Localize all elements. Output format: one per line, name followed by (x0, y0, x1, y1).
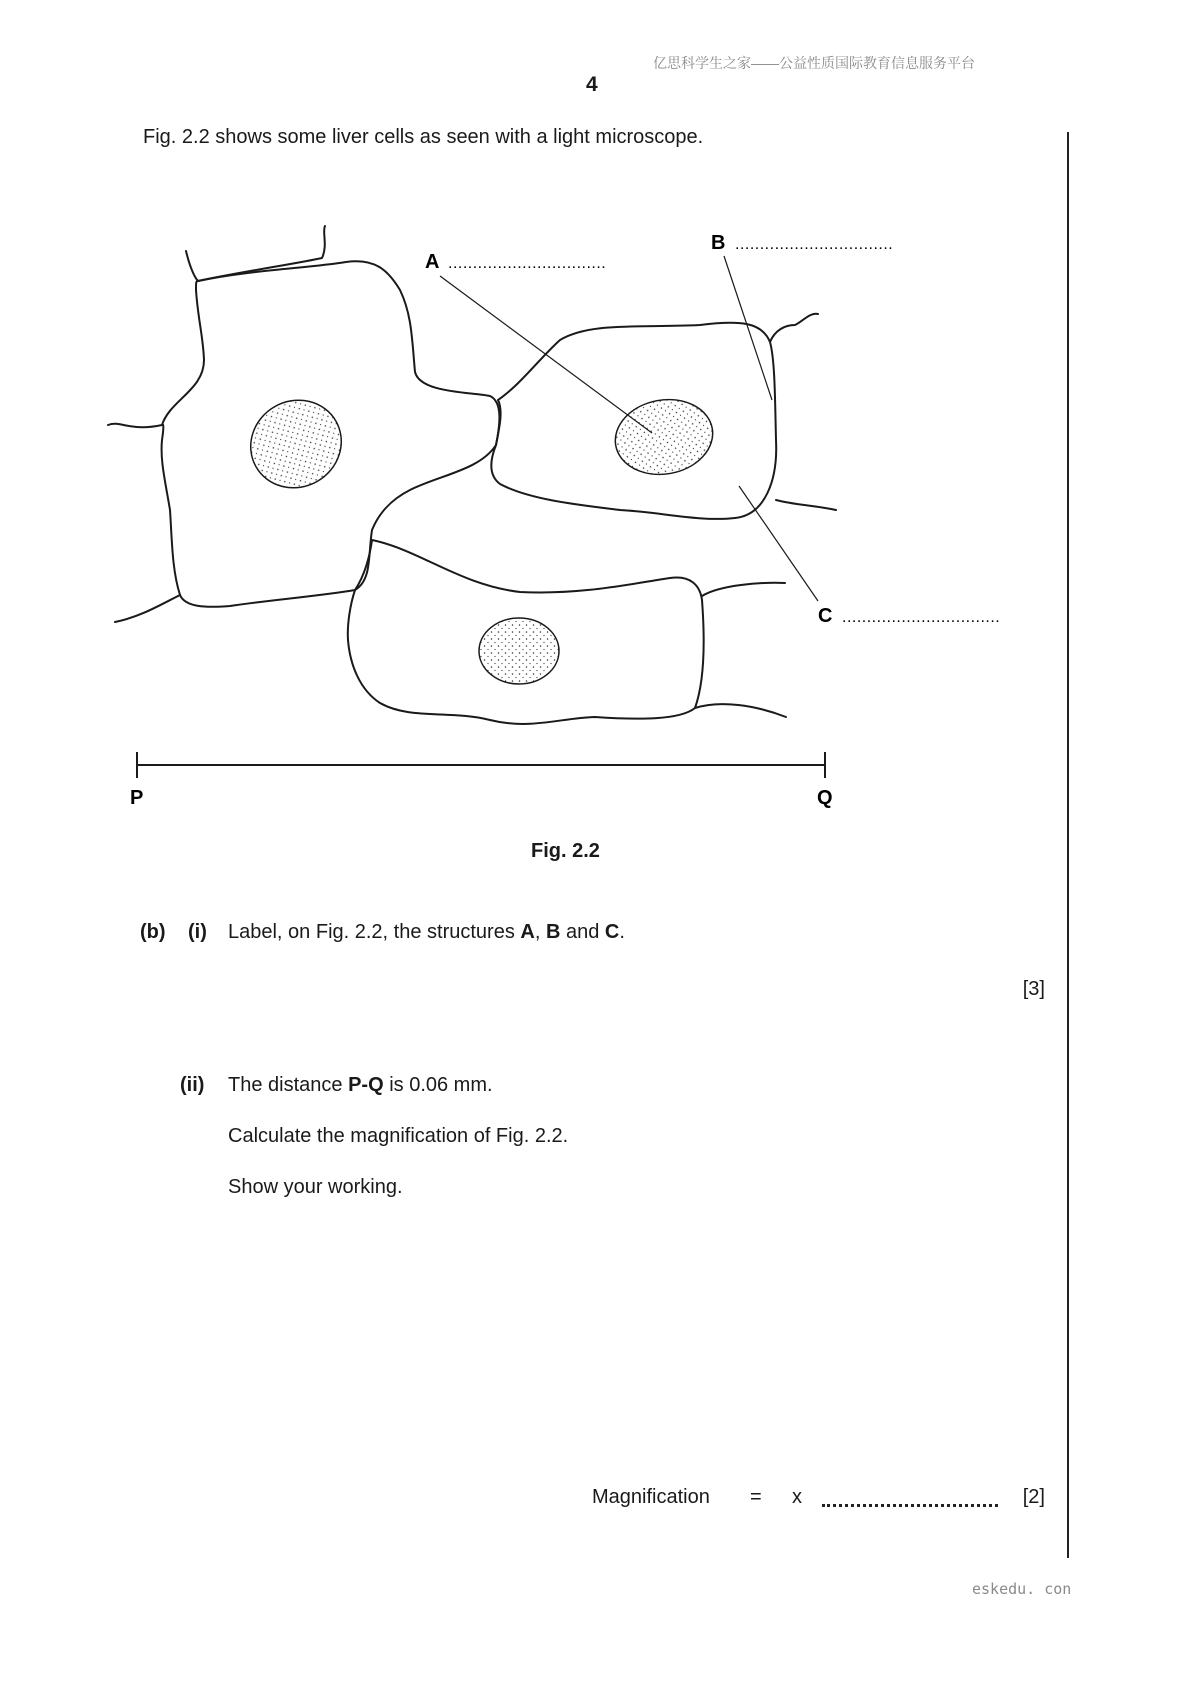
nucleus-1 (235, 384, 358, 504)
marks-ii: [2] (1022, 1486, 1045, 1508)
question-ii-line-2: Calculate the magnification of Fig. 2.2. (228, 1125, 569, 1147)
label-c: C (818, 605, 833, 627)
nucleus-3 (479, 618, 559, 684)
label-a-dots: ................................ (448, 255, 607, 272)
header-watermark: 亿思科学生之家——公益性质国际教育信息服务平台 (653, 55, 975, 71)
magnification-answer-line (822, 1494, 998, 1507)
question-ii-text: The distance P-Q is 0.06 mm. (228, 1074, 493, 1096)
question-number-i: (i) (188, 921, 207, 943)
scale-label-p: P (130, 787, 144, 809)
question-part-b: (b) (140, 921, 166, 943)
leader-line-a (440, 276, 652, 433)
magnification-equals: = (750, 1486, 762, 1508)
label-c-dots: ................................ (842, 609, 1001, 626)
nucleus-2 (609, 392, 718, 482)
footer-watermark: eskedu. con (972, 1580, 1072, 1598)
leader-line-b (724, 256, 772, 400)
label-a: A (425, 251, 440, 273)
page-number: 4 (586, 73, 598, 96)
intro-text: Fig. 2.2 shows some liver cells as seen with a light microscope. (143, 126, 704, 148)
label-b-dots: ................................ (735, 236, 894, 253)
magnification-x: x (792, 1486, 802, 1508)
magnification-label: Magnification (592, 1486, 710, 1508)
question-ii-line-3: Show your working. (228, 1176, 403, 1198)
marks-i: [3] (1022, 978, 1045, 1000)
figure-caption: Fig. 2.2 (531, 840, 600, 862)
scale-label-q: Q (817, 787, 833, 809)
question-i-text: Label, on Fig. 2.2, the structures A, B and C. (228, 921, 625, 943)
label-b: B (711, 232, 726, 254)
question-number-ii: (ii) (180, 1074, 205, 1096)
